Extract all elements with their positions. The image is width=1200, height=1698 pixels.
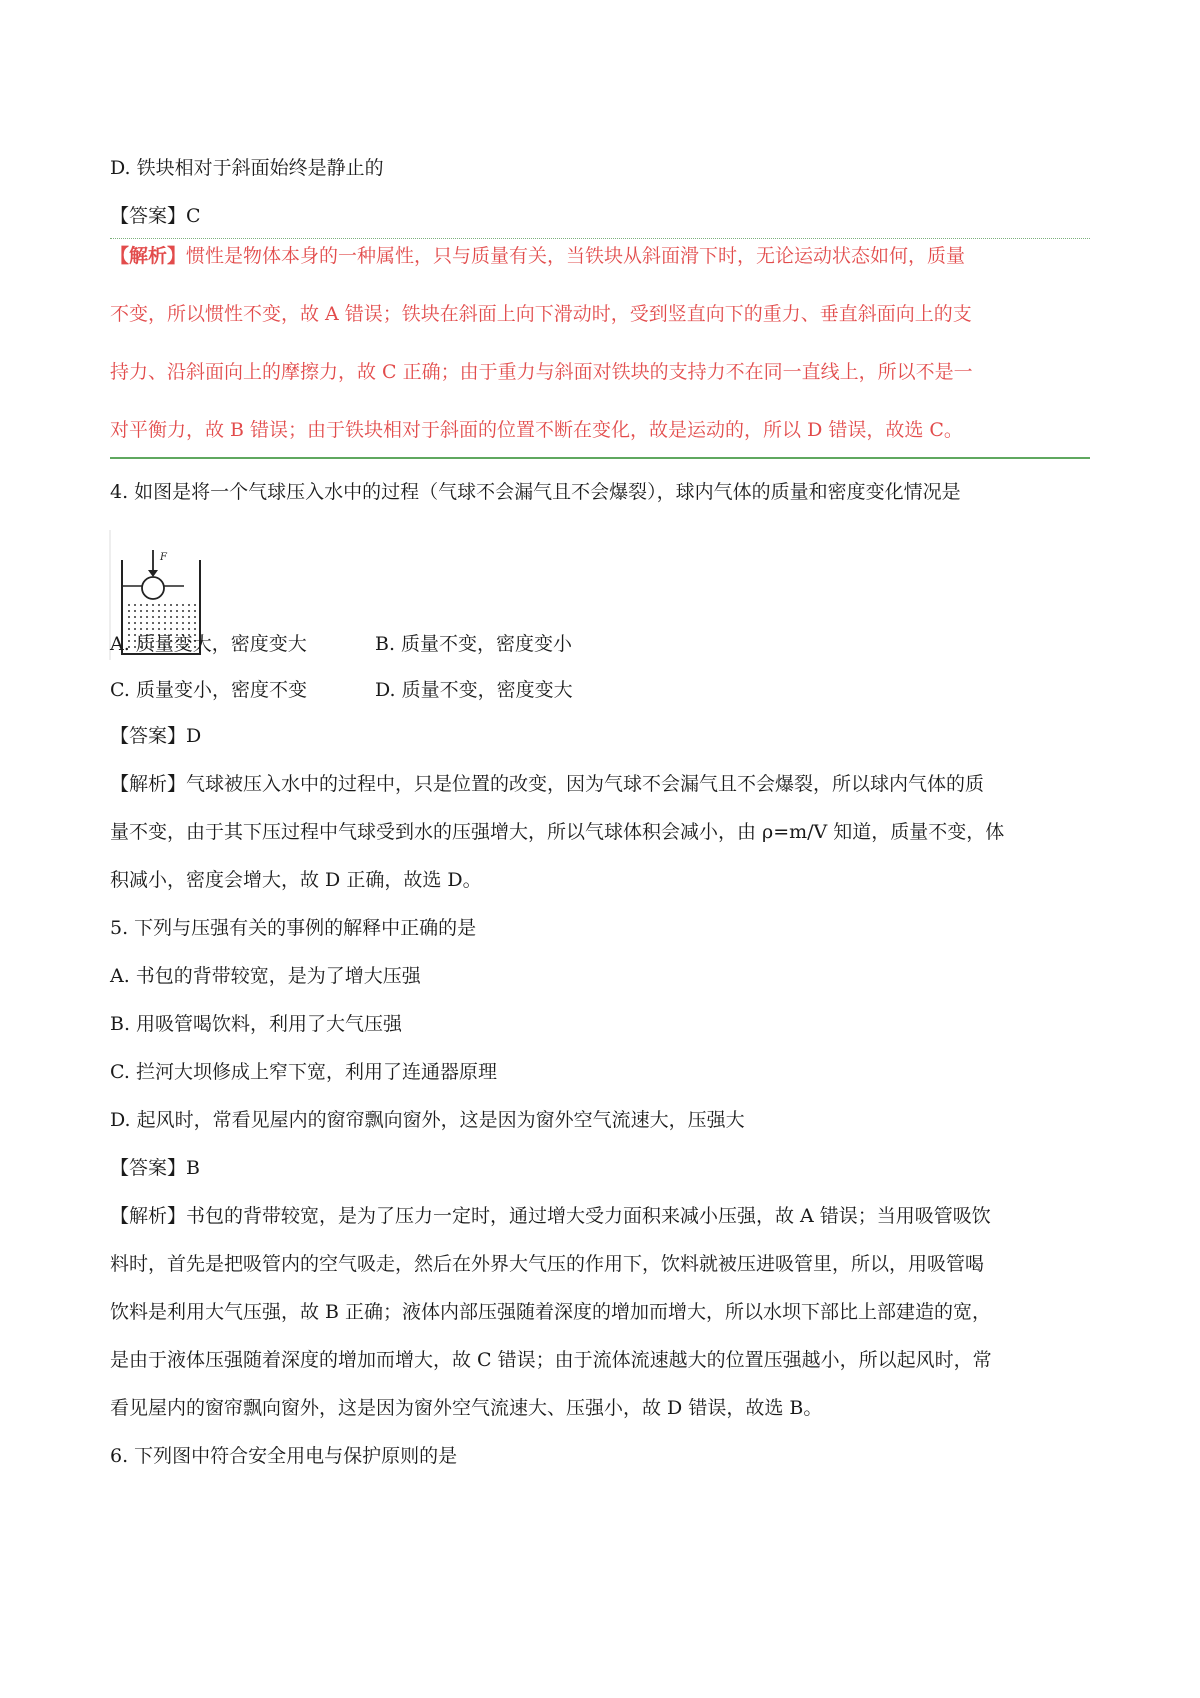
q3-analysis-tag: 【解析】 <box>110 245 187 267</box>
q3-analysis-line-4: 对平衡力，故 B 错误；由于铁块相对于斜面的位置不断在变化，故是运动的，所以 D 错误，故选 C。 <box>110 419 963 441</box>
q4-option-d: D. 质量不变，密度变大 <box>375 679 573 701</box>
q4-option-b: B. 质量不变，密度变小 <box>375 633 573 655</box>
q5-analysis-line-3: 饮料是利用大气压强，故 B 正确；液体内部压强随着深度的增加而增大，所以水坝下部比上部建造的宽， <box>110 1301 992 1323</box>
q4-analysis-line-2: 量不变，由于其下压过程中气球受到水的压强增大，所以气球体积会减小，由 ρ=m/V 知道，质量不变，体 <box>110 821 1005 843</box>
q3-analysis-line-3: 持力、沿斜面向上的摩擦力，故 C 正确；由于重力与斜面对铁块的支持力不在同一直线上，所以不是一 <box>110 361 973 383</box>
q4-answer: 【答案】D <box>110 725 202 747</box>
q4-option-a: A. 质量变大，密度变大 <box>110 633 307 655</box>
q3-answer: 【答案】C <box>110 205 201 227</box>
q5-analysis-line-1: 【解析】书包的背带较宽，是为了压力一定时，通过增大受力面积来减小压强，故 A 错误；当用吸管吸饮 <box>110 1205 991 1227</box>
q4-stem: 4. 如图是将一个气球压入水中的过程（气球不会漏气且不会爆裂），球内气体的质量和密度变化情况是 <box>110 481 961 503</box>
q3-option-d: D. 铁块相对于斜面始终是静止的 <box>110 157 384 179</box>
q6-stem: 6. 下列图中符合安全用电与保护原则的是 <box>110 1445 458 1467</box>
force-label: F <box>160 552 167 563</box>
q5-analysis-line-5: 看见屋内的窗帘飘向窗外，这是因为窗外空气流速大、压强小，故 D 错误，故选 B。 <box>110 1397 823 1419</box>
q5-option-b: B. 用吸管喝饮料，利用了大气压强 <box>110 1013 403 1035</box>
q4-option-c: C. 质量变小，密度不变 <box>110 679 307 701</box>
q5-answer: 【答案】B <box>110 1157 200 1179</box>
q3-analysis-line-1 <box>110 244 965 268</box>
q5-analysis-line-2: 料时，首先是把吸管内的空气吸走，然后在外界大气压的作用下，饮料就被压进吸管里，所以，用吸管喝 <box>110 1253 985 1275</box>
q3-analysis-line-2: 不变，所以惯性不变，故 A 错误；铁块在斜面上向下滑动时，受到竖直向下的重力、垂直斜面向上的支 <box>110 303 972 325</box>
q5-analysis-line-4: 是由于液体压强随着深度的增加而增大，故 C 错误；由于流体流速越大的位置压强越小，所以起风时，常 <box>110 1349 992 1371</box>
q4-analysis-line-1: 【解析】气球被压入水中的过程中，只是位置的改变，因为气球不会漏气且不会爆裂，所以球内气体的质 <box>110 773 985 795</box>
q5-stem: 5. 下列与压强有关的事例的解释中正确的是 <box>110 917 477 939</box>
q5-option-a: A. 书包的背带较宽，是为了增大压强 <box>110 965 421 987</box>
q5-option-c: C. 拦河大坝修成上窄下宽，利用了连通器原理 <box>110 1061 497 1083</box>
q5-option-d: D. 起风时，常看见屋内的窗帘飘向窗外，这是因为窗外空气流速大，压强大 <box>110 1109 745 1131</box>
q4-analysis-line-3: 积减小，密度会增大，故 D 正确，故选 D。 <box>110 869 482 891</box>
q3-analysis-text-1: 惯性是物体本身的一种属性，只与质量有关，当铁块从斜面滑下时，无论运动状态如何，质量 <box>186 245 966 267</box>
